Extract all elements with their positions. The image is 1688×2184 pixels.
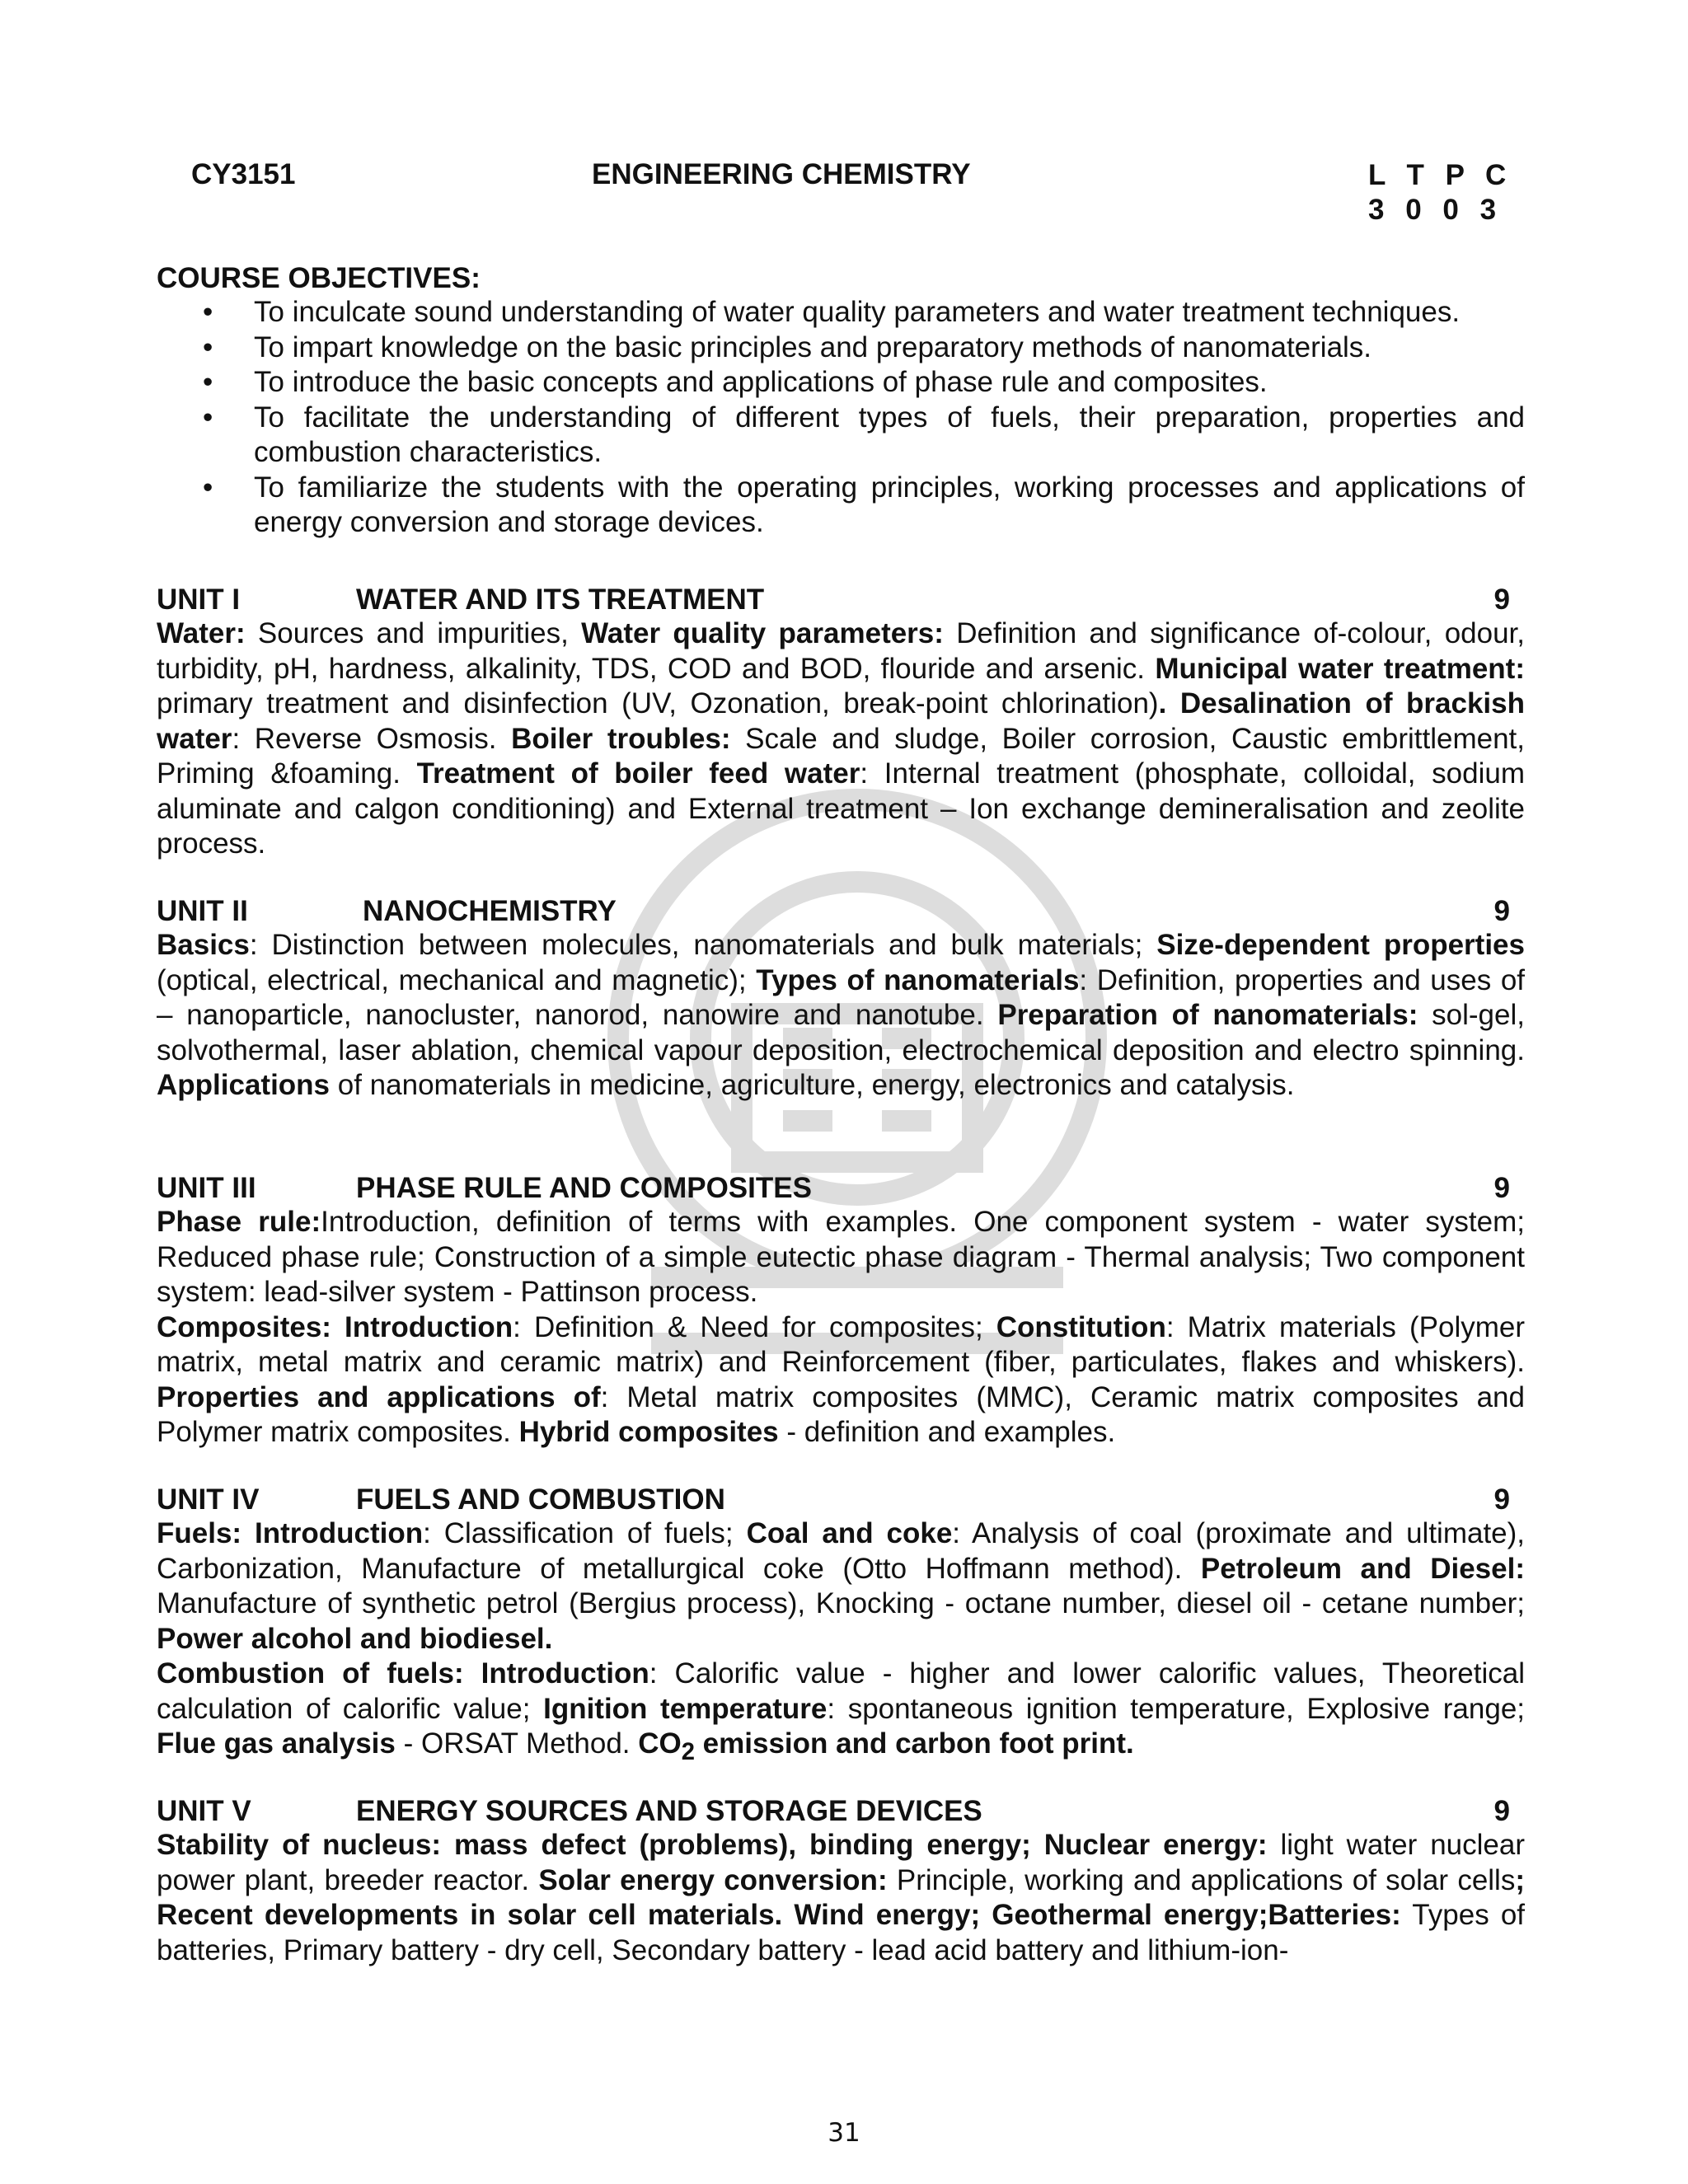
text-run: : Metal matrix composites (MMC), Ceramic matrix composites and Polymer matrix composites. (157, 1380, 1525, 1448)
text-run: : Definition & Need for composites; (513, 1310, 996, 1343)
objective-item: • To impart knowledge on the basic principles and preparatory methods of nanomaterials. (254, 330, 1525, 366)
bold-term: Applications (157, 1069, 331, 1101)
bold-term: Stability of nucleus: mass defect (problems), binding energy; Nuclear energy: (157, 1829, 1268, 1861)
bold-term: Phase rule: (157, 1206, 321, 1238)
objective-item: • To facilitate the understanding of different types of fuels, their preparation, properties and combustion characteristics. (254, 401, 1525, 471)
text-run: Sources and impurities, (245, 617, 582, 649)
unit-hours: 9 (1493, 1483, 1510, 1516)
unit-title: NANOCHEMISTRY (363, 895, 617, 927)
text-run: (optical, electrical, mechanical and magnetic); (157, 963, 757, 996)
text-run: Types of batteries, Primary battery - dry cell, Secondary battery - lead acid battery and lithium-ion- (157, 1899, 1526, 1966)
bold-term: Flue gas analysis (157, 1727, 396, 1760)
text-run: Principle, working and applications of solar cells (887, 1863, 1516, 1896)
objective-item: • To introduce the basic concepts and applications of phase rule and composites. (254, 365, 1525, 401)
unit-paragraph (157, 1657, 1525, 1770)
unit-paragraph (157, 1828, 1525, 1968)
text-run: : spontaneous ignition temperature, Explosive range; (827, 1692, 1526, 1725)
bold-term: Hybrid composites (518, 1416, 779, 1448)
unit-paragraph (157, 928, 1525, 1104)
unit-hours: 9 (1493, 583, 1510, 616)
text-run: - ORSAT Method. (395, 1727, 639, 1760)
bold-term: Solar energy conversion: (538, 1863, 888, 1896)
text-run: - definition and examples. (778, 1416, 1116, 1448)
course-code: CY3151 (191, 158, 296, 190)
unit-hours: 9 (1493, 1172, 1510, 1204)
objectives-list (157, 295, 1525, 541)
bold-term: Fuels: Introduction (157, 1517, 424, 1549)
unit-body (157, 1828, 1525, 1968)
unit-paragraph (157, 1205, 1525, 1310)
objectives-title: COURSE OBJECTIVES: (157, 262, 481, 294)
unit-title: ENERGY SOURCES AND STORAGE DEVICES (356, 1795, 982, 1827)
text-run: : Classification of fuels; (423, 1517, 747, 1549)
bold-term: Boiler troubles: (511, 722, 731, 755)
objective-item: • To familiarize the students with the operating principles, working processes and applications of energy conversion and storage devices. (254, 471, 1525, 541)
text-run: Scale and sludge, Boiler corrosion, Caustic embrittlement, Priming &foaming. (157, 722, 1525, 790)
bold-term: Coal and coke (746, 1517, 953, 1549)
course-title: ENGINEERING CHEMISTRY (592, 158, 971, 190)
text-run: : Reverse Osmosis. (232, 722, 512, 755)
unit-number: UNIT I (157, 583, 241, 616)
objective-item: • To inculcate sound understanding of water quality parameters and water treatment techniques. (254, 295, 1525, 330)
ltpc-values: 3 0 0 3 (1368, 194, 1503, 226)
bold-term: Properties and applications of (157, 1380, 601, 1413)
bold-term: . Desalination of brackish water (157, 687, 1526, 755)
bold-term: Composites: Introduction (157, 1310, 513, 1343)
bold-term: Preparation of nanomaterials: (997, 999, 1418, 1031)
page-number: 31 (828, 2118, 860, 2148)
bold-term: Municipal water treatment: (1155, 652, 1525, 685)
unit-body (157, 928, 1525, 1104)
bold-term: Water quality parameters: (581, 617, 944, 649)
text-run: light water nuclear power plant, breeder reactor. (157, 1829, 1525, 1896)
text-run: primary treatment and disinfection (UV, Ozonation, break-point chlorination) (157, 687, 1159, 719)
bold-term: Water: (157, 617, 246, 649)
unit-body (157, 616, 1525, 862)
unit-body (157, 1516, 1525, 1770)
unit-paragraph (157, 616, 1525, 862)
unit-paragraph (157, 1310, 1525, 1451)
text-run: : Distinction between molecules, nanomaterials and bulk materials; (249, 929, 1157, 961)
unit-number: UNIT II (157, 895, 248, 927)
text-run: sol-gel, solvothermal, laser ablation, chemical vapour deposition, electrochemical deposition and electro spinning. (157, 999, 1525, 1066)
unit-number: UNIT III (157, 1172, 256, 1204)
bold-term: emission and carbon foot print. (694, 1727, 1134, 1760)
unit-paragraph (157, 1516, 1525, 1657)
unit-body (157, 1205, 1525, 1451)
text-run: : Matrix materials (Polymer matrix, metal matrix and ceramic matrix) and Reinforcement (fiber, particulates, flakes and whiskers). (157, 1310, 1526, 1378)
text-run: : Internal treatment (phosphate, colloidal, sodium aluminate and calgon conditioning) and External treatment – Ion exchange demineralisation and zeolite process. (157, 757, 1526, 860)
unit-number: UNIT IV (157, 1483, 260, 1516)
subscript: 2 (681, 1739, 695, 1765)
unit-hours: 9 (1493, 895, 1510, 927)
text-run: Definition and significance of-colour, odour, turbidity, pH, hardness, alkalinity, TDS, COD and BOD, flouride and arsenic. (157, 617, 1526, 685)
bold-term: Types of nanomaterials (756, 963, 1080, 996)
bold-term: Combustion of fuels: Introduction (157, 1657, 649, 1690)
bold-term: Constitution (996, 1310, 1166, 1343)
unit-title: WATER AND ITS TREATMENT (356, 583, 765, 616)
unit-number: UNIT V (157, 1795, 251, 1827)
unit-title: FUELS AND COMBUSTION (356, 1483, 725, 1516)
text-run: : Analysis of coal (proximate and ultimate), Carbonization, Manufacture of metallurgical coke (Otto Hoffmann method). (157, 1517, 1526, 1585)
unit-hours: 9 (1493, 1795, 1510, 1827)
bold-term: Ignition temperature (543, 1692, 828, 1725)
unit-title: PHASE RULE AND COMPOSITES (356, 1172, 812, 1204)
bold-term: Power alcohol and biodiesel. (157, 1622, 553, 1655)
text-run: Manufacture of synthetic petrol (Bergius process), Knocking - octane number, diesel oil - cetane number; (157, 1587, 1525, 1619)
text-run: : Calorific value - higher and lower calorific values, Theoretical calculation of calorific value; (157, 1657, 1525, 1725)
ltpc-labels: L T P C (1368, 159, 1513, 191)
bold-term: Petroleum and Diesel: (1200, 1552, 1525, 1585)
bold-term: CO (638, 1727, 682, 1760)
text-run: of nanomaterials in medicine, agriculture, energy, electronics and catalysis. (330, 1069, 1295, 1101)
bold-term: Treatment of boiler feed water (416, 757, 860, 790)
text-run: : Definition, properties and uses of – nanoparticle, nanocluster, nanorod, nanowire and nanotube. (157, 963, 1526, 1031)
text-run: Introduction, definition of terms with examples. One component system - water system; Reduced phase rule; Construction of a simple eutectic phase diagram - Thermal analysis; Two component system: lead-silver system - Pattinson process. (157, 1206, 1525, 1308)
bold-term: Basics (157, 929, 250, 961)
ltpc-block (1368, 158, 1512, 227)
bold-term: ; Recent developments in solar cell materials. Wind energy; Geothermal energy;Batteries: (157, 1863, 1525, 1931)
bold-term: Size-dependent properties (1156, 929, 1525, 961)
